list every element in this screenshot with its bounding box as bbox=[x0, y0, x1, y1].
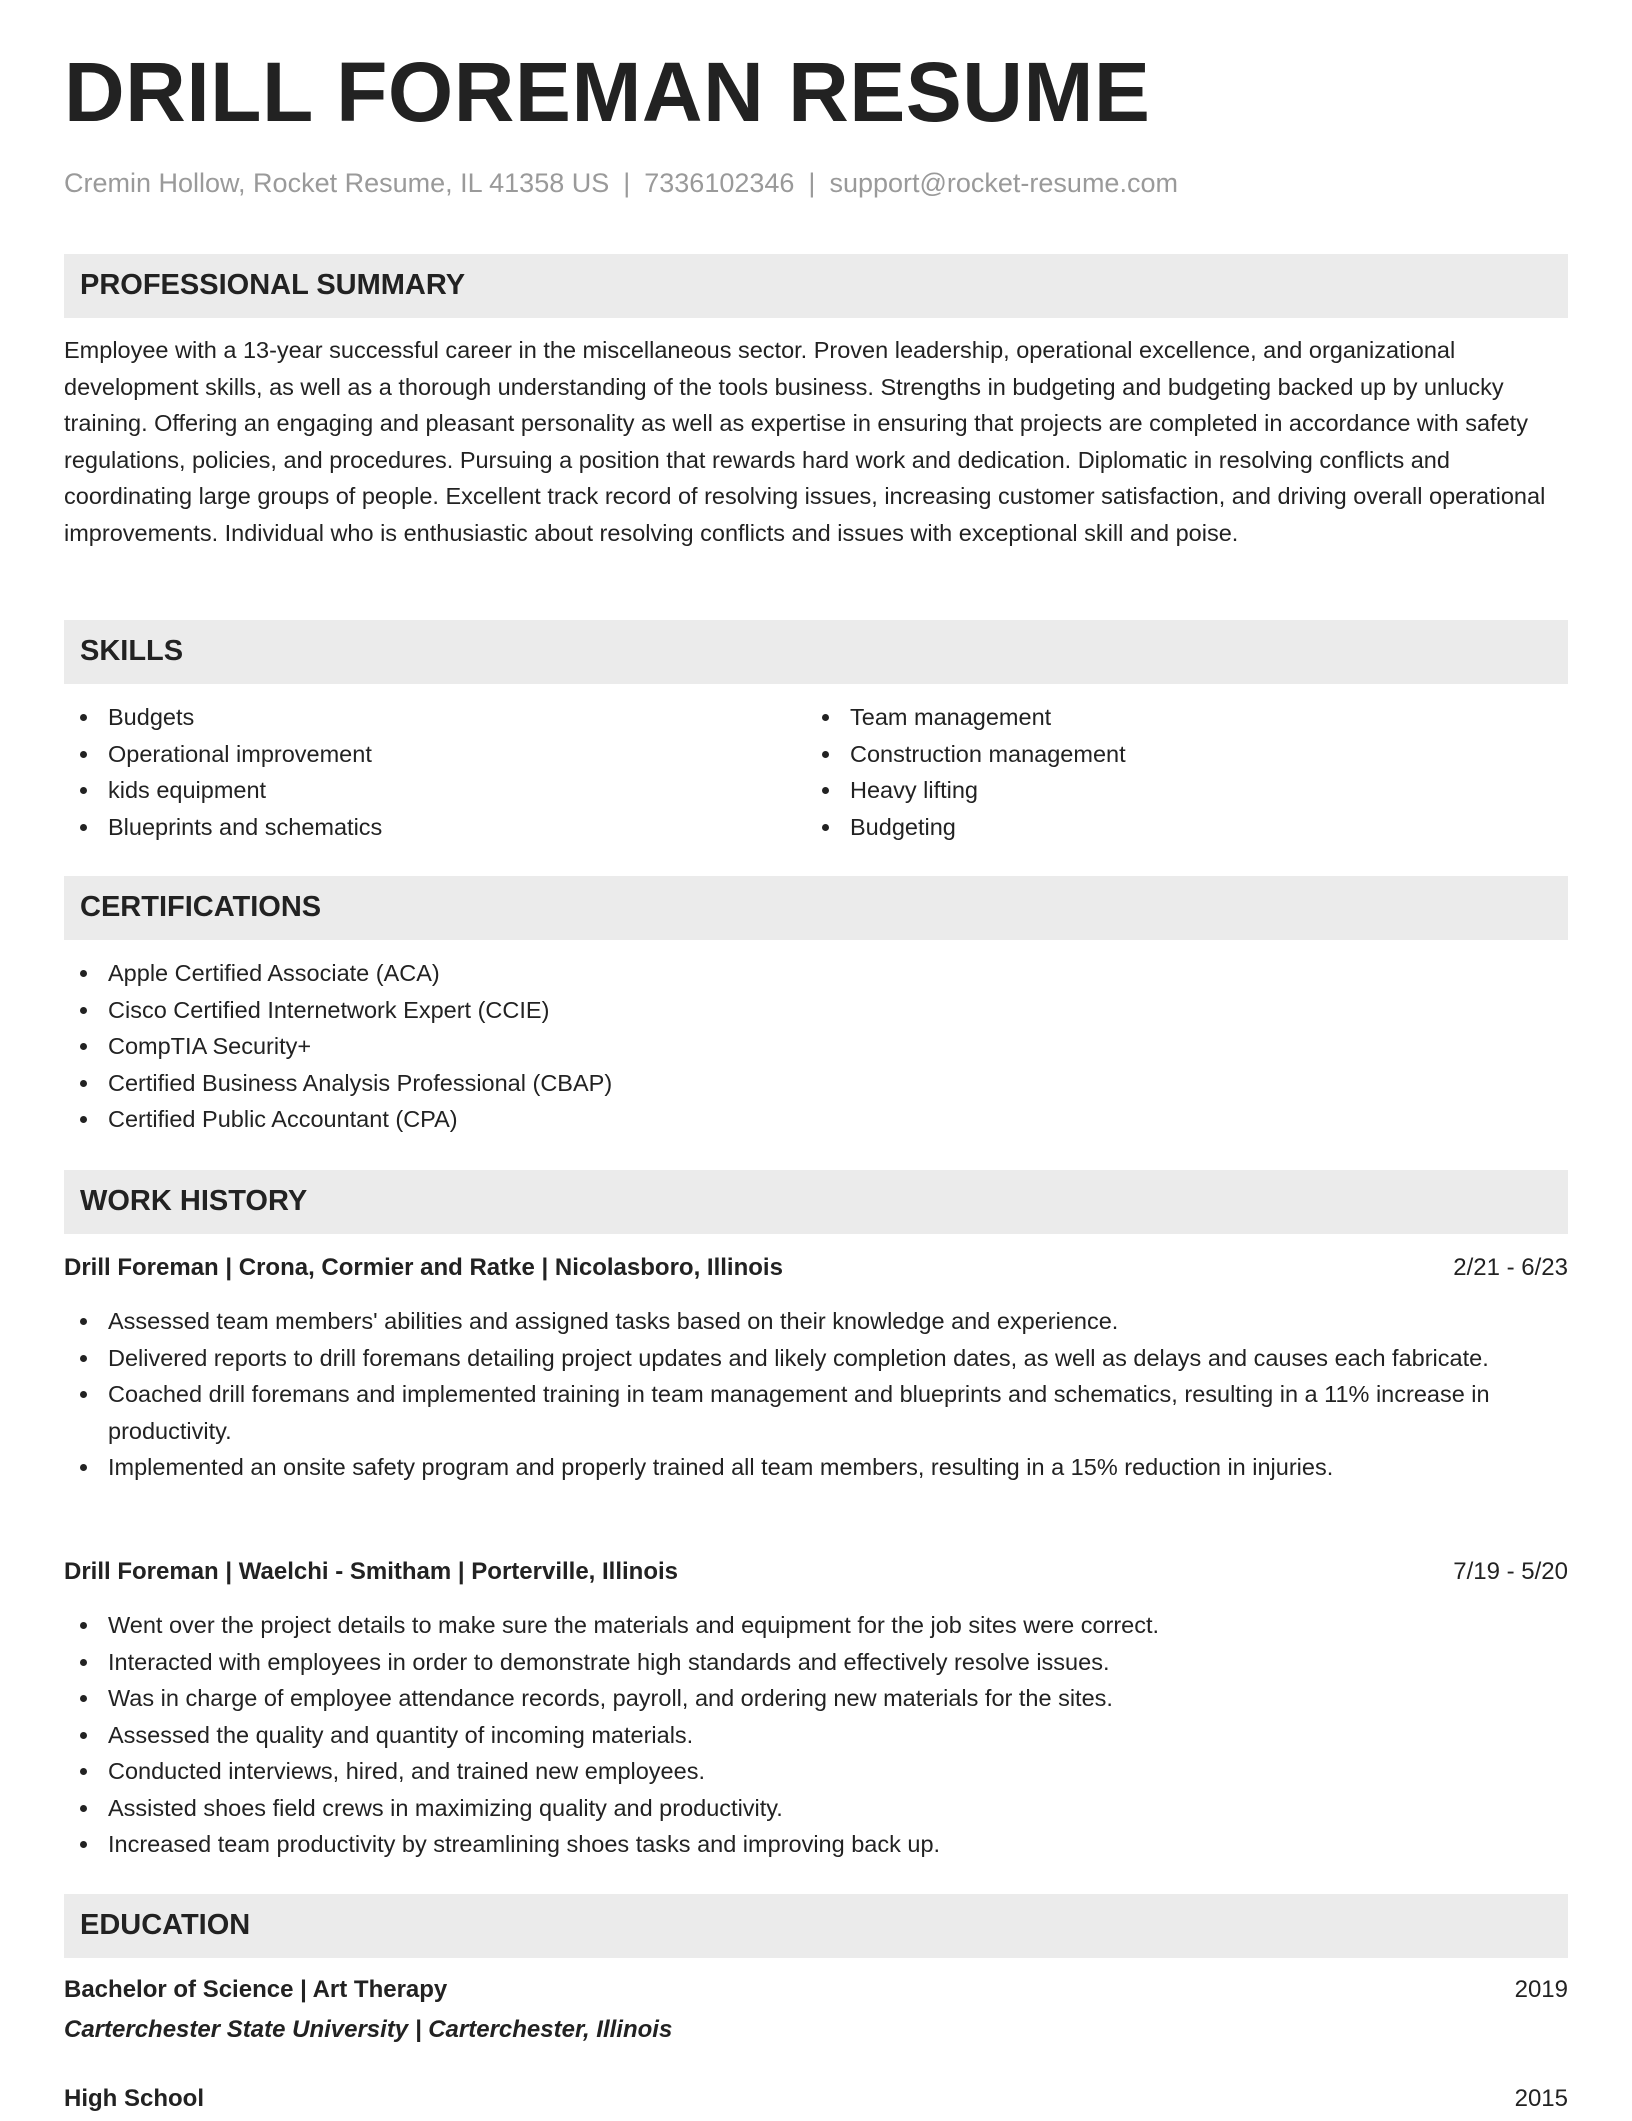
job-bullet: Conducted interviews, hired, and trained new employees. bbox=[64, 1753, 1568, 1790]
job-title: Drill Foreman | Waelchi - Smitham | Porterville, Illinois bbox=[64, 1558, 679, 1585]
job-dates: 2/21 - 6/23 bbox=[1453, 1254, 1568, 1281]
summary-section-header bbox=[64, 254, 1568, 318]
certification-item: CompTIA Security+ bbox=[64, 1028, 612, 1065]
certification-item: Cisco Certified Internetwork Expert (CCIE) bbox=[64, 992, 612, 1029]
contact-separator: | bbox=[623, 168, 631, 198]
job-bullet: Coached drill foremans and implemented training in team management and blueprints and schematics, resulting in a 11% increase in productivity. bbox=[64, 1376, 1568, 1449]
contact-separator: | bbox=[808, 168, 816, 198]
certifications-section-header bbox=[64, 876, 1568, 940]
education-header bbox=[64, 2085, 1568, 2121]
skill-item: Operational improvement bbox=[64, 736, 382, 773]
summary-text: Employee with a 13-year successful career in the miscellaneous sector. Proven leadership, operational excellence, and organizational development skills, as well as a thorough understanding of the tools business. Strengths in budgeting and budgeting backed up by unlucky training. Offering an engaging and pleasant personality as well as expertise in ensuring that projects are completed in accordance with safety regulations, policies, and procedures. Pursuing a position that rewards hard work and dedication. Diplomatic in resolving conflicts and coordinating large groups of people. Excellent track record of resolving issues, increasing customer satisfaction, and driving overall operational improvements. Individual who is enthusiastic about resolving conflicts and issues with exceptional skill and poise. bbox=[64, 337, 1546, 546]
skill-item: kids equipment bbox=[64, 772, 382, 809]
job-bullets bbox=[64, 1303, 1568, 1486]
certification-item: Certified Public Accountant (CPA) bbox=[64, 1101, 612, 1138]
job-bullet: Increased team productivity by streamlining shoes tasks and improving back up. bbox=[64, 1826, 1568, 1863]
job-bullet: Went over the project details to make sure the materials and equipment for the job sites were correct. bbox=[64, 1607, 1568, 1644]
certifications-list bbox=[64, 955, 612, 1138]
contact-address: Cremin Hollow, Rocket Resume, IL 41358 US bbox=[64, 168, 610, 198]
job-bullet: Was in charge of employee attendance records, payroll, and ordering new materials for the sites. bbox=[64, 1680, 1568, 1717]
skills-list-left bbox=[64, 699, 382, 845]
job-header bbox=[64, 1558, 1568, 1594]
contact-email: support@rocket-resume.com bbox=[829, 168, 1178, 198]
certifications-heading: CERTIFICATIONS bbox=[80, 891, 322, 923]
education-heading: EDUCATION bbox=[80, 1909, 251, 1941]
skills-section-header bbox=[64, 620, 1568, 684]
education-section-header bbox=[64, 1894, 1568, 1958]
job-title: Drill Foreman | Crona, Cormier and Ratke | Nicolasboro, Illinois bbox=[64, 1254, 783, 1281]
education-year: 2019 bbox=[1514, 1976, 1568, 2003]
job-bullet: Assisted shoes field crews in maximizing quality and productivity. bbox=[64, 1790, 1568, 1827]
skill-item: Blueprints and schematics bbox=[64, 809, 382, 846]
work-heading: WORK HISTORY bbox=[80, 1185, 308, 1217]
skill-item: Team management bbox=[806, 699, 1126, 736]
job-bullet: Delivered reports to drill foremans detailing project updates and likely completion dates, as well as delays and causes each fabricate. bbox=[64, 1340, 1568, 1377]
job-bullets bbox=[64, 1607, 1568, 1863]
skill-item: Construction management bbox=[806, 736, 1126, 773]
job-bullet: Assessed team members' abilities and assigned tasks based on their knowledge and experience. bbox=[64, 1303, 1568, 1340]
skills-list-right bbox=[806, 699, 1126, 845]
skills-heading: SKILLS bbox=[80, 635, 184, 667]
job-bullet: Implemented an onsite safety program and properly trained all team members, resulting in a 15% reduction in injuries. bbox=[64, 1449, 1568, 1486]
work-section-header bbox=[64, 1170, 1568, 1234]
certification-item: Certified Business Analysis Professional (CBAP) bbox=[64, 1065, 612, 1102]
skill-item: Budgeting bbox=[806, 809, 1126, 846]
education-year: 2015 bbox=[1514, 2085, 1568, 2112]
job-dates: 7/19 - 5/20 bbox=[1453, 1558, 1568, 1585]
education-school: Carterchester State University | Carterchester, Illinois bbox=[64, 2016, 673, 2043]
resume-title: DRILL FOREMAN RESUME bbox=[64, 45, 1151, 139]
summary-heading: PROFESSIONAL SUMMARY bbox=[80, 269, 466, 301]
education-degree: High School bbox=[64, 2085, 204, 2112]
education-header bbox=[64, 1976, 1568, 2012]
contact-line bbox=[64, 168, 1178, 199]
skill-item: Heavy lifting bbox=[806, 772, 1126, 809]
job-header bbox=[64, 1254, 1568, 1290]
job-bullet: Assessed the quality and quantity of incoming materials. bbox=[64, 1717, 1568, 1754]
skill-item: Budgets bbox=[64, 699, 382, 736]
job-bullet: Interacted with employees in order to demonstrate high standards and effectively resolve issues. bbox=[64, 1644, 1568, 1681]
education-degree: Bachelor of Science | Art Therapy bbox=[64, 1976, 448, 2003]
certification-item: Apple Certified Associate (ACA) bbox=[64, 955, 612, 992]
contact-phone: 7336102346 bbox=[644, 168, 795, 198]
